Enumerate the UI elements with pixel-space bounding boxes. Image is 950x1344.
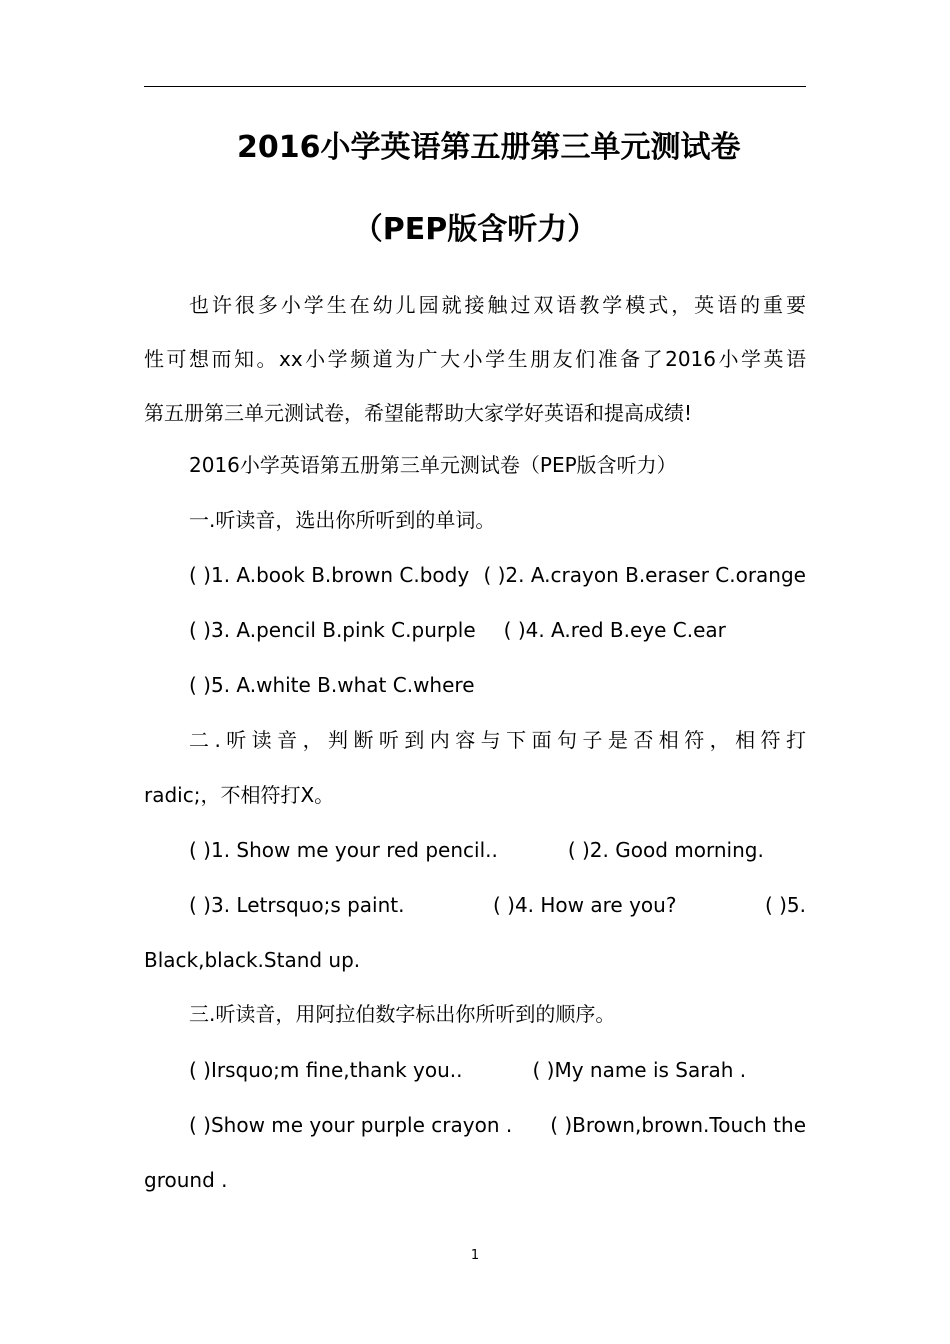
question-item: ( )3. Letrsquo;s paint. [189,893,405,917]
section-2-row-1 [144,836,806,864]
intro-line-3: 第五册第三单元测试卷，希望能帮助大家学好英语和提高成绩! [144,401,693,425]
header-rule [144,86,806,87]
intro-line-1: 也许很多小学生在幼儿园就接触过双语教学模式，英语的重要 [189,293,806,317]
page-number: 1 [470,1248,480,1263]
section-2-row-2-cont: Black,black.Stand up. [144,948,361,972]
document-subtitle: （PEP版含听力） [352,212,598,247]
question-item: ( )3. A.pencil B.pink C.purple [189,618,476,642]
test-title-line: 2016小学英语第五册第三单元测试卷（PEP版含听力） [189,453,677,477]
question-item: ( )2. A.crayon B.eraser C.orange [483,563,806,587]
question-item: ( )My name is Sarah . [532,1058,747,1082]
section-2-heading-cont: radic;，不相符打X。 [144,783,335,807]
question-item: ( )Show me your purple crayon . [189,1113,513,1137]
question-item: ( )Irsquo;m fine,thank you.. [189,1058,463,1082]
section-2-row-2 [144,891,806,919]
document-title: 2016小学英语第五册第三单元测试卷 [237,130,741,165]
section-3-row-2 [144,1111,806,1139]
section-1-row-1 [144,561,806,589]
section-3-row-2-cont: ground . [144,1168,228,1192]
question-item: ( )5. [764,893,806,917]
question-item: ( )1. A.book B.brown C.body [189,563,470,587]
section-3-row-1 [144,1056,806,1084]
question-item: ( )2. Good morning. [567,838,764,862]
section-1-heading: 一.听读音，选出你所听到的单词。 [189,508,496,532]
intro-line-2: 性可想而知。xx小学频道为广大小学生朋友们准备了2016小学英语 [144,347,806,371]
question-item: ( )1. Show me your red pencil.. [189,838,498,862]
question-item: ( )Brown,brown.Touch the [550,1113,806,1137]
section-1-row-3: ( )5. A.white B.what C.where [189,673,475,697]
section-2-heading: 二.听读音，判断听到内容与下面句子是否相符，相符打 [189,728,806,752]
question-item: ( )4. A.red B.eye C.ear [503,618,726,642]
section-3-heading: 三.听读音，用阿拉伯数字标出你所听到的顺序。 [189,1002,616,1026]
question-item: ( )4. How are you? [492,893,677,917]
section-1-row-2 [144,616,806,644]
